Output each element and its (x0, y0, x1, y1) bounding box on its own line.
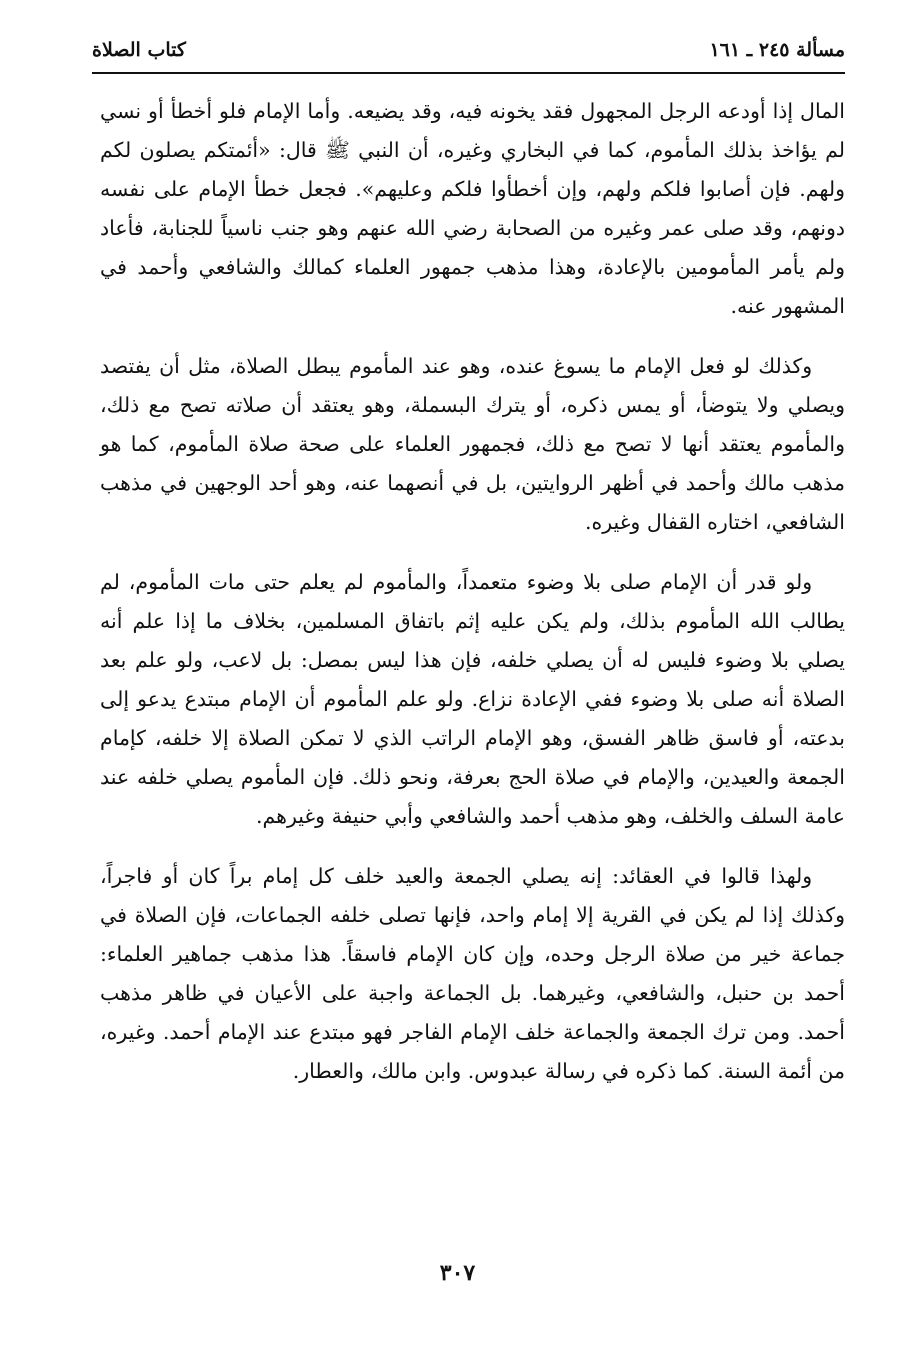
paragraph-1: المال إذا أودعه الرجل المجهول فقد يخونه فيه، وقد يضيعه. وأما الإمام فلو أخطأ أو نسي لم يؤاخذ بذلك المأموم، كما في البخاري وغيره، أن النبي ﷺ قال: «أئمتكم يصلون لكم ولهم. فإن أصابوا فلكم ولهم، وإن أخطأوا فلكم وعليهم». فجعل خطأ الإمام على نفسه دونهم، وقد صلى عمر وغيره من الصحابة رضي الله عنهم وهو جنب ناسياً للجنابة، فأعاد ولم يأمر المأمومين بالإعادة، وهذا مذهب جمهور العلماء كمالك والشافعي وأحمد في المشهور عنه. (100, 99, 845, 318)
body-text (100, 92, 845, 1112)
header-divider (92, 72, 845, 74)
issue-reference: مسألة ٢٤٥ ـ ١٦١ (709, 39, 845, 61)
page-number: ٣٠٧ (439, 1260, 476, 1286)
paragraph-3: ولو قدر أن الإمام صلى بلا وضوء متعمداً، والمأموم لم يعلم حتى مات المأموم، لم يطالب الله المأموم بذلك، ولم يكن عليه إثم باتفاق المسلمين، بخلاف ما إذا علم أنه يصلي بلا وضوء فليس له أن يصلي خلفه، فإن هذا ليس بمصل: بل لاعب، ولو علم بعد الصلاة أنه صلى بلا وضوء ففي الإعادة نزاع. ولو علم المأموم أن الإمام مبتدع يدعو إلى بدعته، أو فاسق ظاهر الفسق، وهو الإمام الراتب الذي لا تمكن الصلاة إلا خلفه، كإمام الجمعة والعيدين، والإمام في صلاة الحج بعرفة، ونحو ذلك. فإن المأموم يصلي خلفه عند عامة السلف والخلف، وهو مذهب أحمد والشافعي وأبي حنيفة وغيرهم. (100, 570, 845, 828)
running-header (92, 30, 845, 70)
paragraph-2: وكذلك لو فعل الإمام ما يسوغ عنده، وهو عند المأموم يبطل الصلاة، مثل أن يفتصد ويصلي ولا يتوضأ، أو يمس ذكره، أو يترك البسملة، وهو يعتقد أن صلاته تصح مع ذلك، والمأموم يعتقد أنها لا تصح مع ذلك، فجمهور العلماء على صحة صلاة المأموم، كما هو مذهب مالك وأحمد في أظهر الروايتين، بل في أنصهما عنه، وهو أحد الوجهين في مذهب الشافعي، اختاره القفال وغيره. (100, 354, 845, 534)
paragraph-4: ولهذا قالوا في العقائد: إنه يصلي الجمعة والعيد خلف كل إمام براً كان أو فاجراً، وكذلك إذا لم يكن في القرية إلا إمام واحد، فإنها تصلى خلفه الجماعات، فإن الصلاة في جماعة خير من صلاة الرجل وحده، وإن كان الإمام فاسقاً. هذا مذهب جماهير العلماء: أحمد بن حنبل، والشافعي، وغيرهما. بل الجماعة واجبة على الأعيان في ظاهر مذهب أحمد. ومن ترك الجمعة والجماعة خلف الإمام الفاجر فهو مبتدع عند الإمام أحمد. وغيره، من أئمة السنة. كما ذكره في رسالة عبدوس. وابن مالك، والعطار. (100, 864, 845, 1083)
book-title: كتاب الصلاة (92, 39, 186, 61)
